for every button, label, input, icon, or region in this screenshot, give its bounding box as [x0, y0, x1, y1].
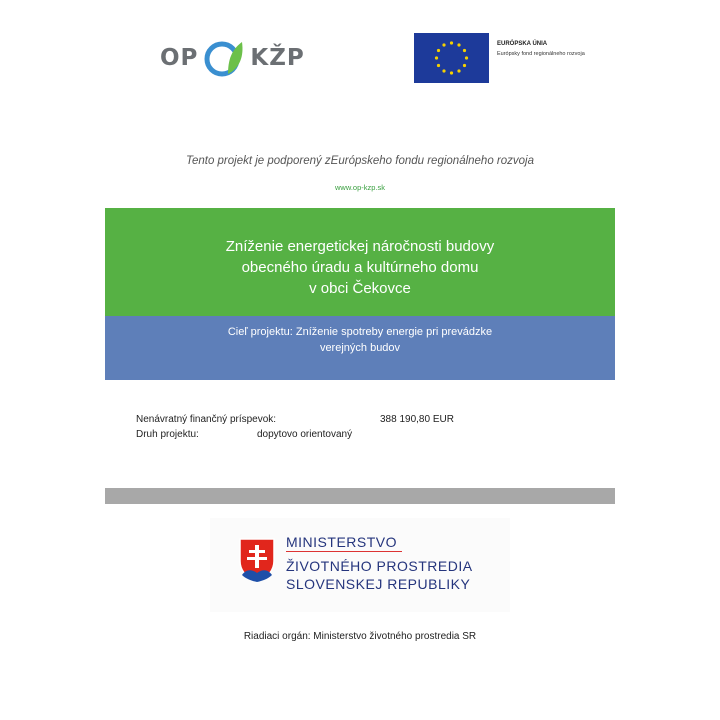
- project-title-line: obecného úradu a kultúrneho domu: [241, 259, 479, 276]
- eu-subtitle: Európsky fond regionálneho rozvoja: [497, 51, 585, 57]
- project-goal: [105, 324, 615, 356]
- tagline: Tento projekt je podporený zEurópskeho fondu regionálneho rozvoja: [185, 155, 534, 167]
- grant-value: 388 190,80 EUR: [380, 414, 454, 425]
- project-goal-line: verejných budov: [319, 342, 401, 354]
- divider-bar: [105, 488, 615, 504]
- project-title-line: Zníženie energetickej náročnosti budovy: [225, 238, 495, 255]
- website-link[interactable]: www.op-kzp.sk: [334, 183, 385, 192]
- project-title-line: v obci Čekovce: [309, 280, 411, 297]
- slovak-coat-of-arms-icon: [238, 537, 276, 583]
- managing-body: Riadiaci orgán: Ministerstvo životného prostredia SR: [243, 631, 477, 642]
- project-goal-line: Cieľ projektu: Zníženie spotreby energie pri prevádzke: [227, 326, 493, 338]
- grant-label: Nenávratný finančný príspevok:: [136, 414, 277, 425]
- ministry-underline: [286, 551, 402, 552]
- op-kzp-logo: [160, 38, 305, 78]
- ministry-name-line3: SLOVENSKEJ REPUBLIKY: [286, 576, 471, 592]
- ministry-name-line2: ŽIVOTNÉHO PROSTREDIA: [286, 558, 473, 574]
- eu-flag-icon: [414, 33, 489, 83]
- leaf-icon: [204, 38, 244, 78]
- project-type-value: dopytovo orientovaný: [257, 429, 353, 440]
- op-logo-left-text: OP: [160, 45, 199, 71]
- project-type-label: Druh projektu:: [136, 429, 199, 440]
- op-logo-right-text: KŽP: [250, 45, 305, 71]
- project-title: [105, 236, 615, 299]
- eu-title: EURÓPSKA ÚNIA: [497, 41, 548, 47]
- ministry-name-line1: MINISTERSTVO: [286, 534, 398, 550]
